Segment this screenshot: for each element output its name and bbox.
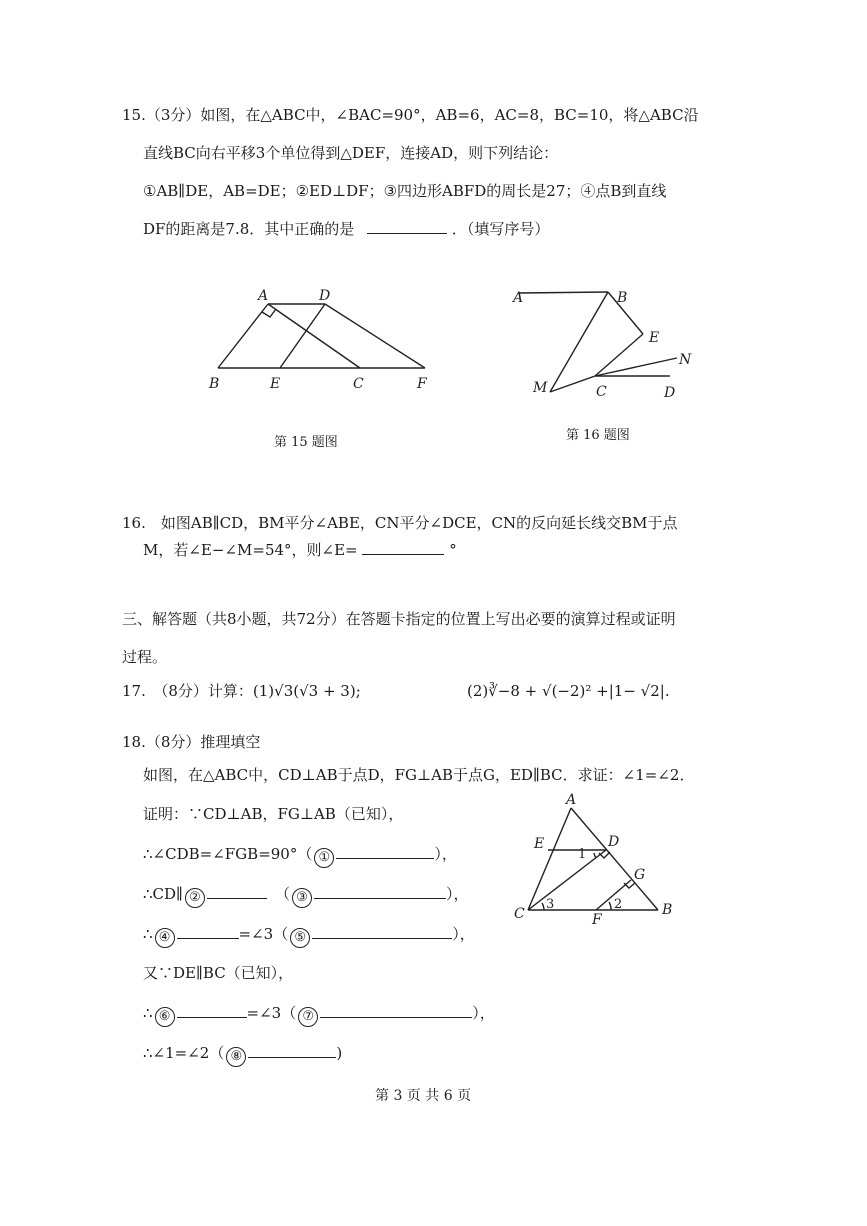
right-angle-d — [599, 852, 610, 858]
proof6-mid: =∠3（ — [246, 1004, 297, 1022]
angle-2-arc — [609, 902, 611, 910]
circled-3: ③ — [292, 888, 312, 908]
label-c: C — [596, 384, 607, 400]
q18-proof-line2 — [143, 842, 457, 868]
label-a: A — [258, 288, 269, 304]
proof2-tail: ）， — [434, 845, 457, 863]
proof7-tail: ) — [336, 1044, 343, 1062]
label-2: 2 — [614, 897, 623, 912]
label-d: D — [319, 288, 331, 304]
q17-part1: 17. （8分）计算：(1)√3(√3 + 3); — [122, 682, 361, 700]
blank-6[interactable] — [177, 1001, 247, 1018]
q15-figure-caption: 第 15 题图 — [274, 435, 338, 450]
q15-line4-text: DF的距离是7.8．其中正确的是 — [143, 220, 355, 238]
circled-1: ① — [314, 848, 334, 868]
right-angle-mark — [262, 309, 276, 317]
label-e: E — [534, 836, 545, 852]
q15-answer-blank[interactable] — [367, 217, 447, 234]
label-b: B — [209, 376, 220, 392]
proof3-tail: ）， — [446, 885, 469, 903]
q16-figure — [505, 280, 705, 405]
blank-8[interactable] — [248, 1041, 336, 1058]
label-d: D — [664, 385, 676, 401]
circled-6: ⑥ — [155, 1007, 175, 1027]
label-e: E — [649, 330, 660, 346]
q15-line2: 直线BC向右平移3个单位得到△DEF，连接AD，则下列结论： — [143, 144, 559, 162]
proof6-text: ∴ — [143, 1004, 153, 1022]
q18-proof-line4 — [143, 922, 475, 948]
label-f: F — [417, 376, 427, 392]
q18-figure — [508, 790, 688, 930]
edge-dc — [528, 850, 606, 910]
label-c: C — [514, 906, 525, 922]
line-bm — [550, 292, 608, 392]
blank-1[interactable] — [336, 842, 434, 859]
q18-proof-line3 — [143, 882, 469, 908]
q18-proof-line7 — [143, 1041, 342, 1067]
label-d: D — [608, 834, 620, 850]
q15-line1: 15.（3分）如图，在△ABC中，∠BAC=90°，AB=6，AC=8，BC=10，将△ABC沿 — [122, 106, 699, 124]
q15-line3: ①AB∥DE，AB=DE；②ED⊥DF；③四边形ABFD的周长是27；④点B到直线 — [143, 182, 667, 200]
circled-2: ② — [185, 888, 205, 908]
q15-line4 — [143, 217, 549, 240]
label-3: 3 — [546, 897, 555, 912]
q18-proof-line5: 又∵DE∥BC（已知）， — [143, 964, 294, 982]
label-m: M — [533, 380, 548, 396]
q15-figure — [200, 280, 450, 400]
proof6-tail: ）， — [472, 1004, 495, 1022]
q15-line4-tail: ．（填写序号） — [451, 220, 550, 238]
section3-line1: 三、解答题（共8小题，共72分）在答题卡指定的位置上写出必要的演算过程或证明 — [122, 610, 676, 628]
q16-degree: ° — [449, 541, 457, 559]
blank-4[interactable] — [177, 922, 239, 939]
edge-ed — [280, 304, 325, 368]
label-n: N — [679, 352, 692, 368]
q16-line2 — [143, 538, 457, 561]
section3-line2: 过程。 — [122, 648, 168, 666]
label-a: A — [513, 290, 524, 306]
right-angle-g — [624, 883, 635, 888]
q18-statement: 如图，在△ABC中，CD⊥AB于点D，FG⊥AB于点G，ED∥BC．求证：∠1=∠2． — [143, 766, 695, 784]
edge-ac — [528, 808, 571, 910]
angle-1-arc — [594, 853, 596, 858]
circled-5: ⑤ — [290, 928, 310, 948]
circled-7: ⑦ — [298, 1007, 318, 1027]
label-f: F — [592, 912, 602, 928]
blank-7[interactable] — [320, 1001, 472, 1018]
proof3-text: ∴CD∥ — [143, 885, 183, 903]
edge-df — [325, 304, 425, 368]
proof7-text: ∴∠1=∠2（ — [143, 1044, 225, 1062]
edge-ac — [268, 304, 360, 368]
blank-3[interactable] — [314, 882, 446, 899]
line-mc — [550, 376, 595, 392]
proof2-text: ∴∠CDB=∠FGB=90°（ — [143, 845, 313, 863]
line-ec — [595, 334, 643, 376]
circled-4: ④ — [155, 928, 175, 948]
q16-figure-caption: 第 16 题图 — [566, 428, 630, 443]
q16-line2-text: M，若∠E−∠M=54°，则∠E= — [143, 541, 358, 559]
label-c: C — [353, 376, 364, 392]
blank-5[interactable] — [312, 922, 452, 939]
edge-ab — [218, 304, 268, 368]
line-ab — [519, 292, 608, 293]
blank-2[interactable] — [207, 882, 267, 899]
page-footer: 第 3 页 共 6 页 — [375, 1088, 472, 1104]
q18-title: 18.（8分）推理填空 — [122, 733, 261, 751]
q18-proof-line1: 证明：∵CD⊥AB，FG⊥AB（已知）， — [143, 805, 404, 823]
label-1: 1 — [578, 847, 587, 862]
circled-8: ⑧ — [226, 1047, 246, 1067]
label-g: G — [634, 867, 646, 883]
q18-proof-line6 — [143, 1001, 495, 1027]
angle-3-arc — [542, 903, 544, 910]
proof4-text: ∴ — [143, 925, 153, 943]
label-e: E — [270, 376, 281, 392]
line-cn — [595, 358, 677, 376]
proof4-tail: ）， — [452, 925, 475, 943]
label-b: B — [617, 290, 628, 306]
proof3-paren: （ — [274, 885, 290, 903]
q16-answer-blank[interactable] — [362, 538, 444, 555]
label-b: B — [662, 902, 673, 918]
q17-part2: (2)∛−8 + √(−2)² +|1− √2|. — [467, 682, 670, 700]
proof4-mid: =∠3（ — [238, 925, 289, 943]
label-a: A — [566, 792, 577, 808]
q16-line1: 16. 如图AB∥CD，BM平分∠ABE，CN平分∠DCE，CN的反向延长线交BM于点 — [122, 514, 678, 532]
